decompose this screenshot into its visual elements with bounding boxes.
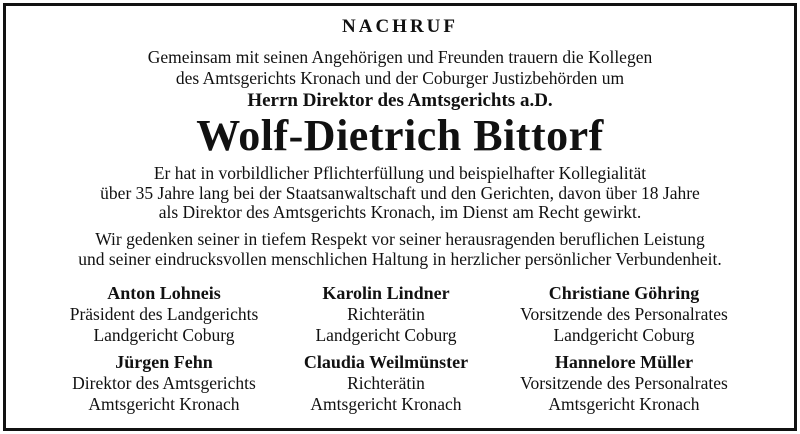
signatory-organization: Landgericht Coburg: [93, 325, 235, 345]
deceased-name: Wolf-Dietrich Bittorf: [196, 111, 604, 160]
intro-line: Gemeinsam mit seinen Angehörigen und Freunden trauern die Kollegen: [147, 47, 653, 67]
signatory-name: Hannelore Müller: [554, 352, 694, 372]
body-line: über 35 Jahre lang bei der Staatsanwaltschaft und den Gerichten, davon über 18 Jahre: [100, 183, 700, 203]
signature-block: [34, 283, 294, 346]
body-line: und seiner eindrucksvollen menschlichen Haltung in herzlicher persönlicher Verbundenheit.: [78, 249, 722, 269]
signatory-name: Anton Lohneis: [107, 283, 221, 303]
signature-block: [494, 352, 754, 415]
signatory-organization: Landgericht Coburg: [553, 325, 695, 345]
signatory-name: Christiane Göhring: [548, 283, 700, 303]
signature-block: [34, 352, 294, 415]
notice-heading: NACHRUF: [342, 16, 458, 37]
body-line: Wir gedenken seiner in tiefem Respekt vor seiner herausragenden beruflichen Leistung: [95, 229, 705, 249]
signatory-organization: Amtsgericht Kronach: [548, 394, 700, 414]
signatory-organization: Landgericht Coburg: [315, 325, 457, 345]
deceased-title: Herrn Direktor des Amtsgerichts a.D.: [247, 90, 553, 111]
signatory-role: Richterätin: [347, 373, 425, 393]
signature-block: [494, 283, 754, 346]
signatory-organization: Amtsgericht Kronach: [88, 394, 240, 414]
signatory-role: Direktor des Amtsgerichts: [72, 373, 256, 393]
signatory-role: Vorsitzende des Personalrates: [520, 304, 728, 324]
signature-block: [256, 283, 516, 346]
signatory-role: Präsident des Landgerichts: [69, 304, 259, 324]
signatory-name: Claudia Weilmünster: [303, 352, 469, 372]
intro-line: des Amtsgerichts Kronach und der Coburger Justizbehörden um: [175, 68, 625, 88]
signatory-name: Jürgen Fehn: [115, 352, 213, 372]
body-line: Er hat in vorbildlicher Pflichterfüllung und beispielhafter Kollegialität: [153, 163, 647, 183]
signatory-organization: Amtsgericht Kronach: [310, 394, 462, 414]
signatory-name: Karolin Lindner: [322, 283, 450, 303]
body-line: als Direktor des Amtsgerichts Kronach, im Dienst am Recht gewirkt.: [158, 202, 642, 222]
signature-block: [256, 352, 516, 415]
signatory-role: Richterätin: [347, 304, 425, 324]
signatory-role: Vorsitzende des Personalrates: [520, 373, 728, 393]
